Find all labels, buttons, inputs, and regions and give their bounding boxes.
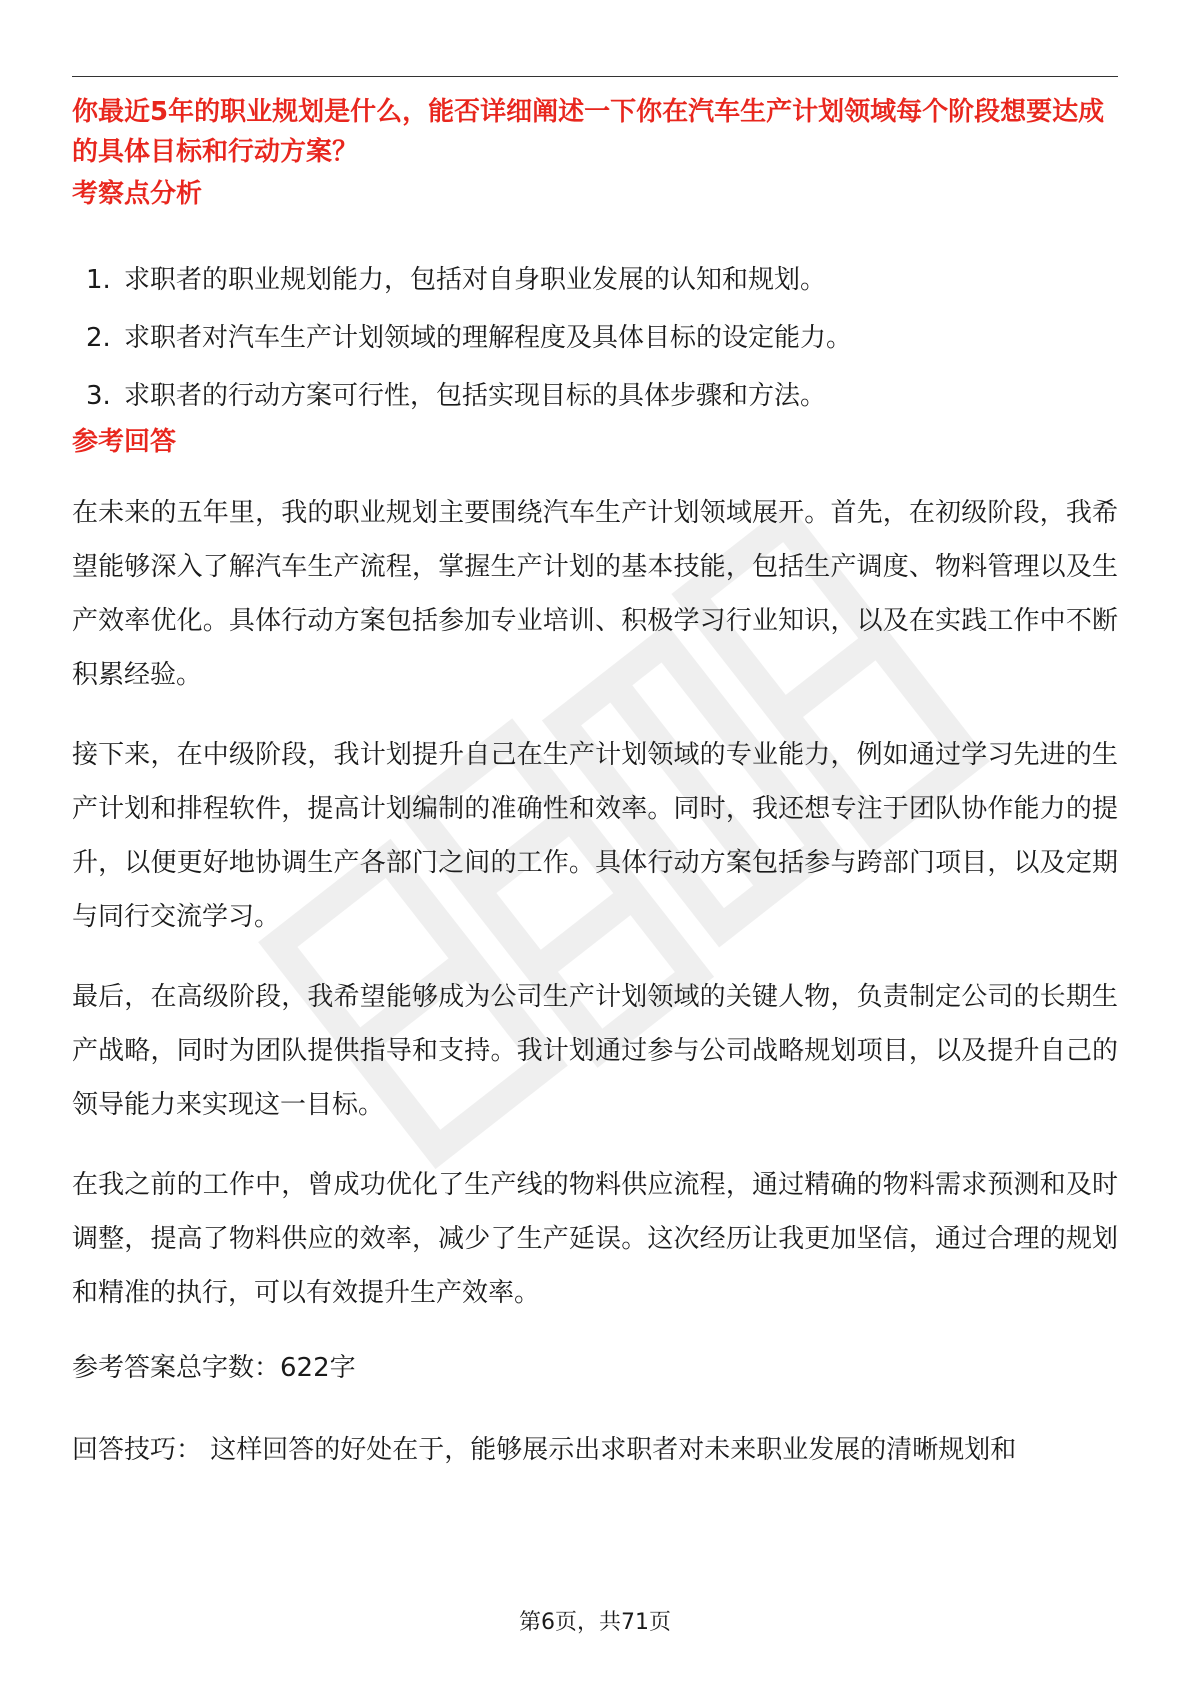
list-item-number: 3. <box>86 381 111 411</box>
answer-heading: 参考回答 <box>72 427 177 457</box>
answer-paragraph: 接下来，在中级阶段，我计划提升自己在生产计划领域的专业能力，例如通过学习先进的生产计划和排程软件，提高计划编制的准确性和效率。同时，我还想专注于团队协作能力的提升，以便更好地协调生产各部门之间的工作。具体行动方案包括参与跨部门项目，以及定期与同行交流学习。 <box>72 740 1118 932</box>
list-item <box>72 262 1118 298</box>
top-divider <box>72 76 1118 77</box>
list-item <box>72 378 1118 414</box>
list-item <box>72 320 1118 356</box>
answer-paragraph: 在未来的五年里，我的职业规划主要围绕汽车生产计划领域展开。首先，在初级阶段，我希望能够深入了解汽车生产流程，掌握生产计划的基本技能，包括生产调度、物料管理以及生产效率优化。具体行动方案包括参加专业培训、积极学习行业知识，以及在实践工作中不断积累经验。 <box>72 498 1118 690</box>
list-item-text: 求职者的职业规划能力，包括对自身职业发展的认知和规划。 <box>124 265 827 295</box>
analysis-list <box>72 262 1118 436</box>
list-item-text: 求职者对汽车生产计划领域的理解程度及具体目标的设定能力。 <box>124 323 853 353</box>
list-item-text: 求职者的行动方案可行性，包括实现目标的具体步骤和方法。 <box>124 381 827 411</box>
list-item-number: 1. <box>86 265 111 295</box>
answer-paragraph: 在我之前的工作中，曾成功优化了生产线的物料供应流程，通过精确的物料需求预测和及时调整，提高了物料供应的效率，减少了生产延误。这次经历让我更加坚信，通过合理的规划和精准的执行，可以有效提升生产效率。 <box>72 1170 1118 1308</box>
page-number: 第6页，共71页 <box>519 1610 671 1635</box>
list-item-number: 2. <box>86 323 111 353</box>
answer-tips: 回答技巧： 这样回答的好处在于，能够展示出求职者对未来职业发展的清晰规划和 <box>72 1435 1017 1465</box>
word-count: 参考答案总字数：622字 <box>72 1353 356 1383</box>
answer-paragraph: 最后，在高级阶段，我希望能够成为公司生产计划领域的关键人物，负责制定公司的长期生产战略，同时为团队提供指导和支持。我计划通过参与公司战略规划项目，以及提升自己的领导能力来实现这一目标。 <box>72 982 1118 1120</box>
document-page <box>72 0 1118 1684</box>
question-title: 你最近5年的职业规划是什么，能否详细阐述一下你在汽车生产计划领域每个阶段想要达成的具体目标和行动方案？ <box>72 97 1105 167</box>
analysis-heading: 考察点分析 <box>72 179 203 209</box>
